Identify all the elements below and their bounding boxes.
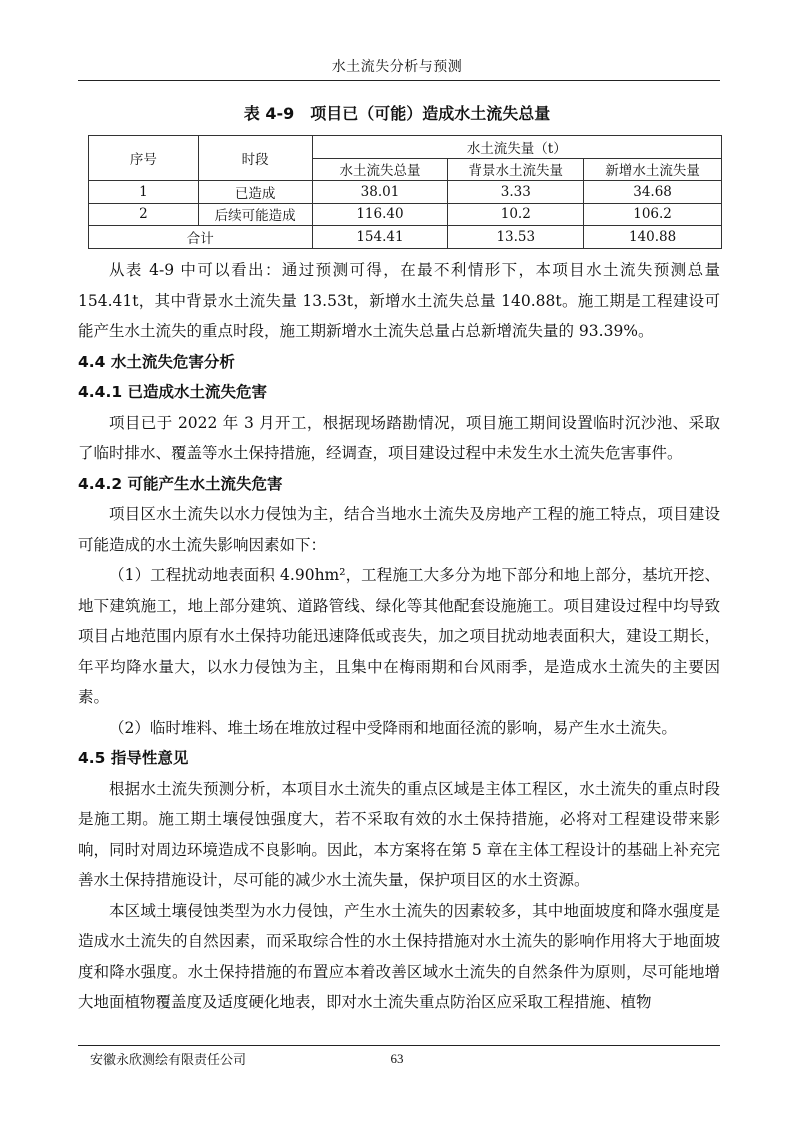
table-header-row xyxy=(89,136,722,159)
section-heading-4-4-2: 4.4.2 可能产生水土流失危害 xyxy=(78,474,283,493)
cell-added: 106.2 xyxy=(584,203,722,226)
table-row xyxy=(89,181,722,204)
cell-index: 2 xyxy=(89,203,199,226)
column-header-background: 背景水土流失量 xyxy=(448,158,584,181)
column-group-header: 水土流失量（t） xyxy=(312,136,721,159)
paragraph-guidance-1: 根据水土流失预测分析，本项目水土流失的重点区域是主体工程区，水土流失的重点时段是施工期。施工期土壤侵蚀强度大，若不采取有效的水土保持措施，必将对工程建设带来影响，同时对周边环境造成不良影响。因此，本方案将在第 5 章在主体工程设计的基础上补充完善水土保持措施设计，尽可能的减少水土流失量，保护项目区的水土资源。 xyxy=(78,779,720,889)
cell-sum-label: 合计 xyxy=(89,226,313,249)
table-sum-row xyxy=(89,226,722,249)
cell-background: 10.2 xyxy=(448,203,584,226)
paragraph-factor-1: （1）工程扰动地表面积 4.90hm²，工程施工大多分为地下部分和地上部分，基坑开挖、地下建筑施工，地上部分建筑、道路管线、绿化等其他配套设施施工。项目建设过程中均导致项目占地范围内原有水土保持功能迅速降低或丧失，加之项目扰动地表面积大，建设工期长，年平均降水量大，以水力侵蚀为主，且集中在梅雨期和台风雨季，是造成水土流失的主要因素。 xyxy=(78,566,720,706)
cell-period: 已造成 xyxy=(198,181,312,204)
header-divider xyxy=(78,80,720,81)
cell-sum-added: 140.88 xyxy=(584,226,722,249)
soil-loss-table xyxy=(88,135,722,249)
footer-company-name: 安徽永欣测绘有限责任公司 xyxy=(90,1053,247,1068)
table-row xyxy=(89,203,722,226)
section-heading-4-4: 4.4 水土流失危害分析 xyxy=(78,352,235,371)
paragraph-potential-harm-intro: 项目区水土流失以水力侵蚀为主，结合当地水土流失及房地产工程的施工特点，项目建设可能造成的水土流失影响因素如下： xyxy=(78,505,720,554)
cell-period: 后续可能造成 xyxy=(198,203,312,226)
cell-added: 34.68 xyxy=(584,181,722,204)
column-header-period: 时段 xyxy=(198,136,312,181)
page-number: 63 xyxy=(390,1051,404,1066)
body-text xyxy=(78,255,720,1018)
cell-background: 3.33 xyxy=(448,181,584,204)
cell-total: 38.01 xyxy=(312,181,448,204)
cell-total: 116.40 xyxy=(312,203,448,226)
cell-index: 1 xyxy=(89,181,199,204)
table-caption: 表 4-9 项目已（可能）造成水土流失总量 xyxy=(243,104,551,123)
running-header-title: 水土流失分析与预测 xyxy=(331,59,463,75)
paragraph-existing-harm: 项目已于 2022 年 3 月开工，根据现场踏勘情况，项目施工期间设置临时沉沙池、采取了临时排水、覆盖等水土保持措施，经调查，项目建设过程中未发生水土流失危害事件。 xyxy=(78,413,720,462)
footer-divider xyxy=(78,1045,720,1046)
cell-sum-total: 154.41 xyxy=(312,226,448,249)
paragraph-table-summary: 从表 4-9 中可以看出：通过预测可得，在最不利情形下，本项目水土流失预测总量154.41t，其中背景水土流失量 13.53t，新增水土流失总量 140.88t。施工期是工程建设可能产生水土流失的重点时段，施工期新增水土流失总量占总新增流失量的 93.39%。 xyxy=(78,261,720,340)
paragraph-guidance-2: 本区域土壤侵蚀类型为水力侵蚀，产生水土流失的因素较多，其中地面坡度和降水强度是造成水土流失的自然因素，而采取综合性的水土保持措施对水土流失的影响作用将大于地面坡度和降水强度。水土保持措施的布置应本着改善区域水土流失的自然条件为原则，尽可能地增大地面植物覆盖度及适度硬化地表，即对水土流失重点防治区应采取工程措施、植物 xyxy=(78,901,720,1011)
section-heading-4-4-1: 4.4.1 已造成水土流失危害 xyxy=(78,383,268,401)
column-header-added: 新增水土流失量 xyxy=(584,158,722,181)
cell-sum-background: 13.53 xyxy=(448,226,584,249)
column-header-index: 序号 xyxy=(89,136,199,181)
paragraph-factor-2: （2）临时堆料、堆土场在堆放过程中受降雨和地面径流的影响，易产生水土流失。 xyxy=(109,718,677,737)
column-header-total: 水土流失总量 xyxy=(312,158,448,181)
section-heading-4-5: 4.5 指导性意见 xyxy=(78,749,189,767)
